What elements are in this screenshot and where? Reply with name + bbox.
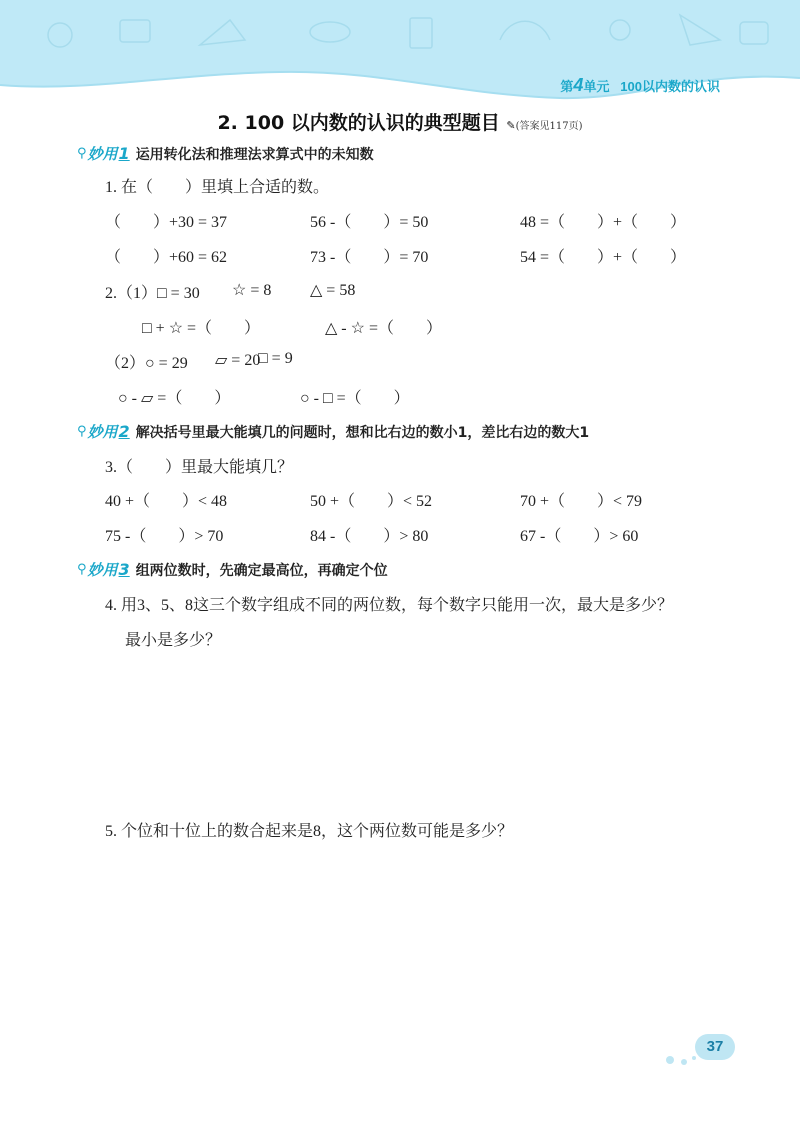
q3-r1-c2: 50 +（ ）< 52: [310, 493, 433, 510]
title-text: 2. 100 以内数的认识的典型题目: [217, 112, 500, 134]
tip-2-number: 2: [118, 422, 130, 441]
unit-suffix: 单元: [583, 79, 610, 94]
tip-2-text: 解决括号里最大能填几的问题时，想和比右边的数小1，差比右边的数大1: [135, 424, 590, 441]
lightbulb-icon: ⚲: [77, 146, 87, 161]
q2-p2-ask-2: ○ - □ =（ ）: [300, 390, 410, 407]
q2-p2-ask-1: ○ - ▱ =（ ）: [118, 390, 231, 407]
q5-line-1: 5. 个位和十位上的数合起来是8，这个两位数可能是多少？: [105, 823, 514, 840]
tip-1-number: 1: [118, 144, 130, 163]
q1-r1-c2: 56 -（ ）= 50: [310, 214, 429, 231]
tip-2-tag: [77, 421, 130, 442]
tip-1-label: 妙用: [87, 145, 118, 163]
q1-r1-c3: 48 =（ ）+（ ）: [520, 214, 687, 231]
q1-r2-c3: 54 =（ ）+（ ）: [520, 249, 687, 266]
tip-3-text: 组两位数时，先确定最高位，再确定个位: [135, 562, 388, 579]
tip-3-tag: [77, 559, 130, 580]
page-title: [0, 108, 800, 135]
unit-label: [560, 75, 720, 96]
unit-prefix: 第: [560, 79, 574, 94]
header-banner: [0, 0, 800, 110]
q3-r1-c1: 40 +（ ）< 48: [105, 493, 228, 510]
q3-r2-c2: 84 -（ ）> 80: [310, 528, 429, 545]
q3-stem: 3.（ ）里最大能填几？: [105, 459, 294, 476]
q4-line-2: 最小是多少？: [125, 632, 222, 649]
q3-r2-c3: 67 -（ ）> 60: [520, 528, 639, 545]
q2-p1-given-1: 2.（1）□ = 30: [105, 285, 200, 302]
tip-3-number: 3: [118, 560, 130, 579]
q2-p2-given-3: □ = 9: [258, 350, 293, 367]
q4-line-1: 4. 用3、5、8这三个数字组成不同的两位数，每个数字只能用一次，最大是多少？: [105, 597, 674, 614]
pencil-icon: ✎: [506, 119, 516, 132]
tip-2: [77, 421, 589, 442]
q2-p1-given-2: ☆ = 8: [232, 282, 272, 299]
tip-2-label: 妙用: [87, 423, 118, 441]
lightbulb-icon: ⚲: [77, 562, 87, 577]
q3-r2-c1: 75 -（ ）> 70: [105, 528, 224, 545]
q3-r1-c3: 70 +（ ）< 79: [520, 493, 643, 510]
q2-p2-given-1: （2）○ = 29: [105, 355, 188, 372]
q2-p2-given-2: ▱ = 20: [215, 352, 261, 369]
q1-r1-c1: （ ）+30 = 37: [105, 214, 228, 231]
tip-3: [77, 559, 388, 580]
bubbles-decoration: [660, 1050, 700, 1070]
lightbulb-icon: ⚲: [77, 424, 87, 439]
q1-stem: 1. 在（ ）里填上合适的数。: [105, 179, 330, 196]
unit-topic: 100以内数的认识: [620, 79, 720, 94]
q2-p1-given-3: △ = 58: [310, 282, 356, 299]
answer-note: (答案见117页): [515, 121, 583, 132]
q1-r2-c1: （ ）+60 = 62: [105, 249, 228, 266]
tip-1-text: 运用转化法和推理法求算式中的未知数: [135, 146, 374, 163]
q1-r2-c2: 73 -（ ）= 70: [310, 249, 429, 266]
tip-1-tag: [77, 143, 130, 164]
unit-number: 4: [573, 75, 584, 95]
page-number: 37: [695, 1034, 735, 1060]
q2-p1-ask-1: □ + ☆ =（ ）: [142, 320, 261, 337]
tip-1: [77, 143, 374, 164]
tip-3-label: 妙用: [87, 561, 118, 579]
q2-p1-ask-2: △ - ☆ =（ ）: [325, 320, 443, 337]
